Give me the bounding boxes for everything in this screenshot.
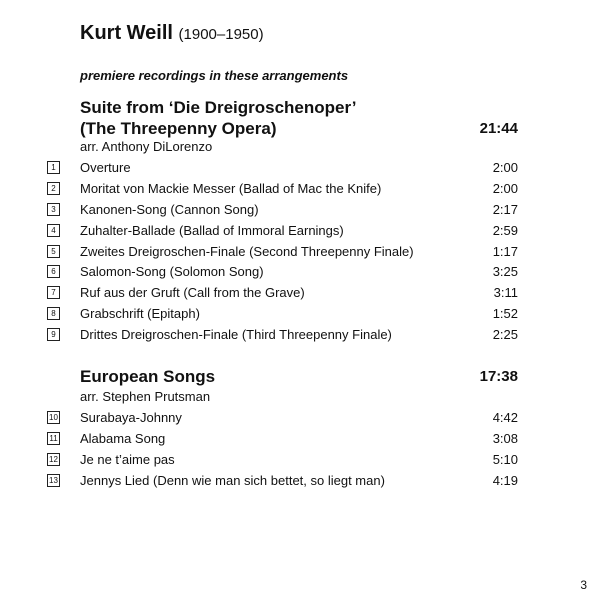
track-number: 4 xyxy=(47,224,60,237)
track-time: 3:08 xyxy=(492,430,518,446)
composer-dates: (1900–1950) xyxy=(178,26,264,43)
track-number: 11 xyxy=(47,432,60,445)
track-row xyxy=(0,451,600,472)
work-arranger: arr. Stephen Prutsman xyxy=(80,389,211,404)
track-number: 5 xyxy=(47,245,60,258)
work-title-line1: Suite from ‘Die Dreigroschenoper’ xyxy=(80,98,357,117)
track-number: 6 xyxy=(47,265,60,278)
track-list-european-songs xyxy=(0,409,600,493)
track-list-threepenny xyxy=(0,159,600,347)
track-title: Zweites Dreigroschen-Finale (Second Threepenny Finale) xyxy=(80,243,414,259)
track-title: Kanonen-Song (Cannon Song) xyxy=(80,201,259,217)
track-number: 9 xyxy=(47,328,60,341)
track-title: Surabaya-Johnny xyxy=(80,410,182,425)
work-arranger: arr. Anthony DiLorenzo xyxy=(80,139,213,154)
track-row xyxy=(0,159,600,180)
track-row xyxy=(0,305,600,326)
track-row xyxy=(0,409,600,430)
track-time: 2:00 xyxy=(492,180,518,196)
page-number: 3 xyxy=(580,578,587,592)
track-title: Je ne t’aime pas xyxy=(80,451,175,467)
work-total-time: 17:38 xyxy=(479,368,518,385)
track-title: Overture xyxy=(80,160,131,175)
track-time: 2:17 xyxy=(492,201,518,217)
track-title: Moritat von Mackie Messer (Ballad of Mac the Knife) xyxy=(80,180,382,196)
track-time: 2:00 xyxy=(492,160,518,175)
track-number: 13 xyxy=(47,474,60,487)
track-number: 1 xyxy=(47,161,60,174)
track-time: 2:25 xyxy=(492,327,518,343)
track-time: 1:52 xyxy=(492,306,518,322)
track-row xyxy=(0,222,600,243)
track-number: 8 xyxy=(47,307,60,320)
track-row xyxy=(0,201,600,222)
track-title: Salomon-Song (Solomon Song) xyxy=(80,264,264,280)
track-title: Ruf aus der Gruft (Call from the Grave) xyxy=(80,285,305,301)
work-title-line2: (The Threepenny Opera) xyxy=(80,119,277,138)
track-time: 3:25 xyxy=(492,264,518,280)
work-title-european-songs xyxy=(80,366,215,387)
track-number: 10 xyxy=(47,411,60,424)
recordings-subtitle: premiere recordings in these arrangements xyxy=(80,68,349,83)
work-title-line1: European Songs xyxy=(80,367,216,386)
composer-heading xyxy=(80,22,264,45)
track-number: 3 xyxy=(47,203,60,216)
track-time: 2:59 xyxy=(492,222,518,238)
track-row xyxy=(0,243,600,264)
track-title: Jennys Lied (Denn wie man sich bettet, so liegt man) xyxy=(80,472,385,488)
track-time: 4:19 xyxy=(492,472,518,488)
track-row xyxy=(0,430,600,451)
track-row xyxy=(0,326,600,347)
track-time: 3:11 xyxy=(493,285,518,301)
track-number: 2 xyxy=(47,182,60,195)
track-number: 7 xyxy=(47,286,60,299)
work-title-threepenny xyxy=(80,97,356,139)
work-total-time: 21:44 xyxy=(479,120,518,137)
composer-name: Kurt Weill xyxy=(80,22,173,44)
track-row xyxy=(0,284,600,305)
track-time: 5:10 xyxy=(492,451,518,467)
track-row xyxy=(0,263,600,284)
track-title: Alabama Song xyxy=(80,430,166,446)
track-row xyxy=(0,472,600,493)
track-time: 1:17 xyxy=(492,243,518,259)
track-time: 4:42 xyxy=(492,410,518,425)
track-title: Zuhalter-Ballade (Ballad of Immoral Earnings) xyxy=(80,222,344,238)
track-number: 12 xyxy=(47,453,60,466)
track-title: Drittes Dreigroschen-Finale (Third Threepenny Finale) xyxy=(80,327,392,343)
track-row xyxy=(0,180,600,201)
track-title: Grabschrift (Epitaph) xyxy=(80,306,200,322)
